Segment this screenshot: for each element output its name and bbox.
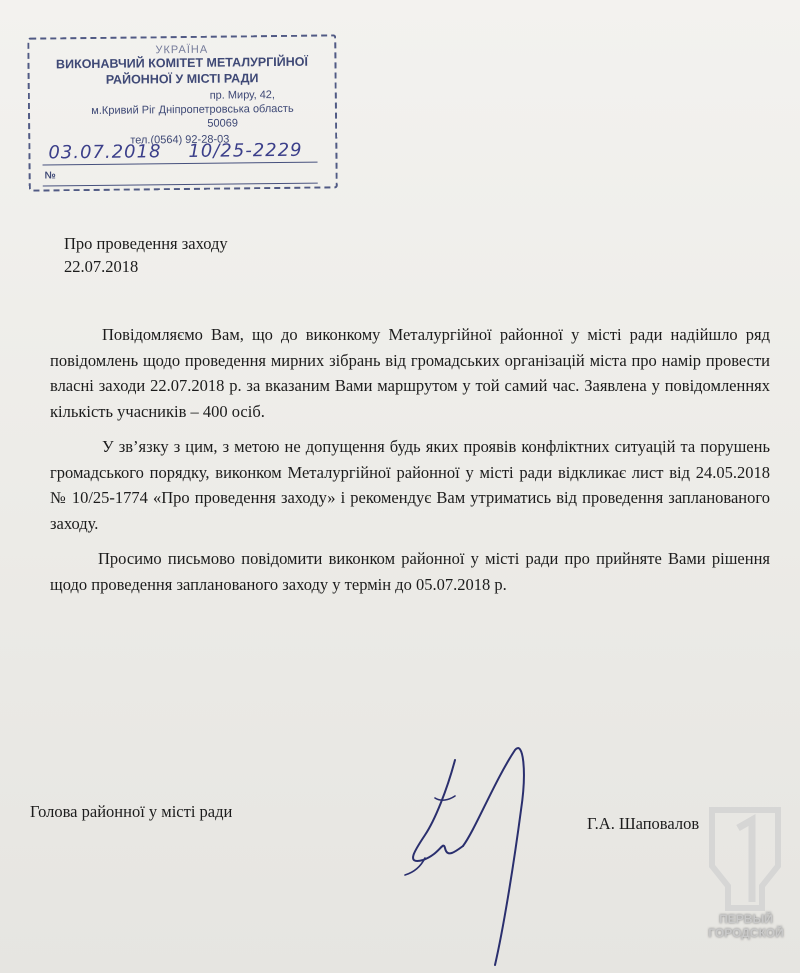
stamp-postal-code: 50069 [207,117,238,130]
registration-stamp [27,34,338,191]
body-paragraph-1: Повідомляємо Вам, що до виконкому Металургійної районної у місті ради надійшло ряд повідомлень щодо проведення мирних зібрань від громадських організацій міста про намір провести власні заходи 22.07.2018 р. за вказаним Вами маршрутом у той самий час. Заявлена у повідомленнях кількість учасників – 400 осіб. [50,325,770,421]
subject-date: 22.07.2018 [64,257,139,276]
stamp-country: УКРАЇНА [155,43,209,57]
stamp-phone: тел.(0564) 92-28-03 [130,133,230,147]
watermark-line2: ГОРОДСКОЙ [708,926,784,940]
stamp-number-marker: № [44,170,56,182]
signer-title: Голова районної у місті ради [30,802,233,821]
subject-title: Про проведення заходу [64,234,228,253]
letter-subject [64,232,228,278]
watermark-text [696,912,796,940]
stamp-org-line2: РАЙОННОЇ У МІСТІ РАДИ [105,71,259,87]
stamp-street: пр. Миру, 42, [209,89,276,102]
stamp-city: м.Кривий Ріг Дніпропетровська область [91,102,294,117]
watermark-line1: ПЕРВЫЙ [719,912,773,926]
stamp-handwritten-date: 03.07.2018 [48,141,162,164]
stamp-org-line1: ВИКОНАВЧИЙ КОМІТЕТ МЕТАЛУРГІЙНОЇ [55,54,308,72]
handwritten-signature [395,740,595,970]
body-paragraph-3: Просимо письмово повідомити виконком районної у місті ради про прийняте Вами рішення щодо проведення запланованого заходу у термін до 05.07.2018 р. [50,549,770,594]
stamp-number-rule [43,183,318,187]
signer-name: Г.А. Шаповалов [587,814,700,833]
stamp-handwritten-ref: 10/25-2229 [188,139,303,162]
body-paragraph-2: У зв’язку з цим, з метою не допущення будь яких проявів конфліктних ситуацій та порушень громадського порядку, виконком Металургійної районної у місті ради відкликає лист від 24.05.2018 № 10/25-1774 «Про проведення заходу» і рекомендує Вам утриматись від проведення запланованого заходу. [50,437,770,533]
letter-body [50,322,770,607]
